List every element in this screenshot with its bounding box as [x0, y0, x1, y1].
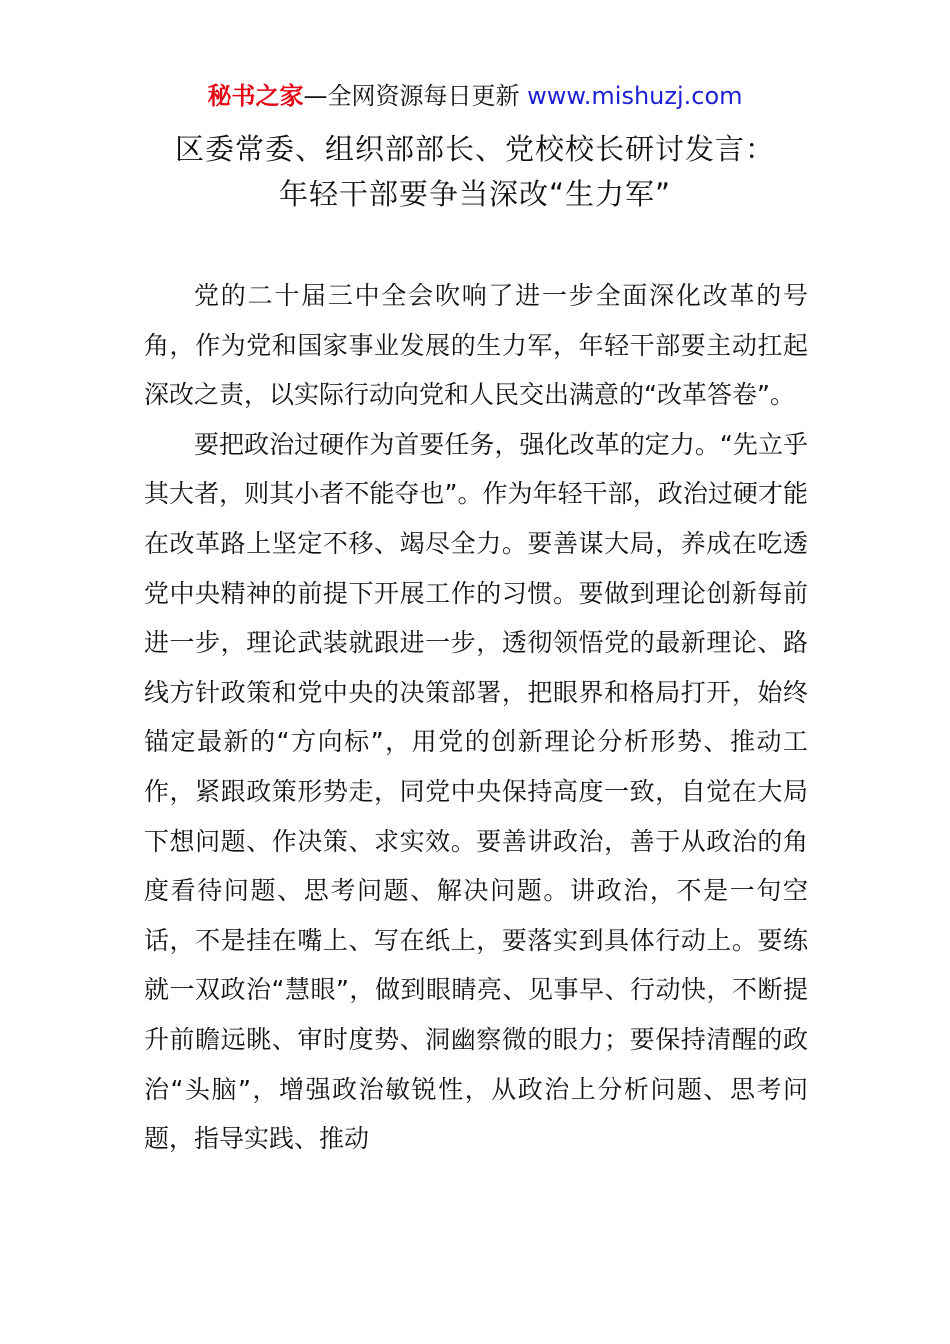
site-tagline: —全网资源每日更新 [303, 82, 528, 110]
document-body [144, 271, 808, 1164]
site-brand: 秘书之家 [207, 82, 304, 110]
site-url-link[interactable]: www.mishuzj.com [527, 82, 743, 110]
document-title-line-2: 年轻干部要争当深改“生力军” [278, 177, 672, 211]
site-header [0, 78, 950, 114]
paragraph-2: 要把政治过硬作为首要任务，强化改革的定力。“先立乎其大者，则其小者不能夺也”。作为年轻干部，政治过硬才能在改革路上坚定不移、竭尽全力。要善谋大局，养成在吃透党中央精神的前提下开展工作的习惯。要做到理论创新每前进一步，理论武装就跟进一步，透彻领悟党的最新理论、路线方针政策和党中央的决策部署，把眼界和格局打开，始终锚定最新的“方向标”，用党的创新理论分析形势、推动工作，紧跟政策形势走，同党中央保持高度一致，自觉在大局下想问题、作决策、求实效。要善讲政治，善于从政治的角度看待问题、思考问题、解决问题。讲政治，不是一句空话，不是挂在嘴上、写在纸上，要落实到具体行动上。要练就一双政治“慧眼”，做到眼睛亮、见事早、行动快，不断提升前瞻远眺、审时度势、洞幽察微的眼力；要保持清醒的政治“头脑”，增强政治敏锐性，从政治上分析问题、思考问题，指导实践、推动 [144, 429, 808, 1154]
document-title-line-1: 区委常委、组织部部长、党校校长研讨发言： [174, 132, 775, 166]
paragraph-1: 党的二十届三中全会吹响了进一步全面深化改革的号角，作为党和国家事业发展的生力军，年轻干部要主动扛起深改之责，以实际行动向党和人民交出满意的“改革答卷”。 [144, 281, 808, 410]
